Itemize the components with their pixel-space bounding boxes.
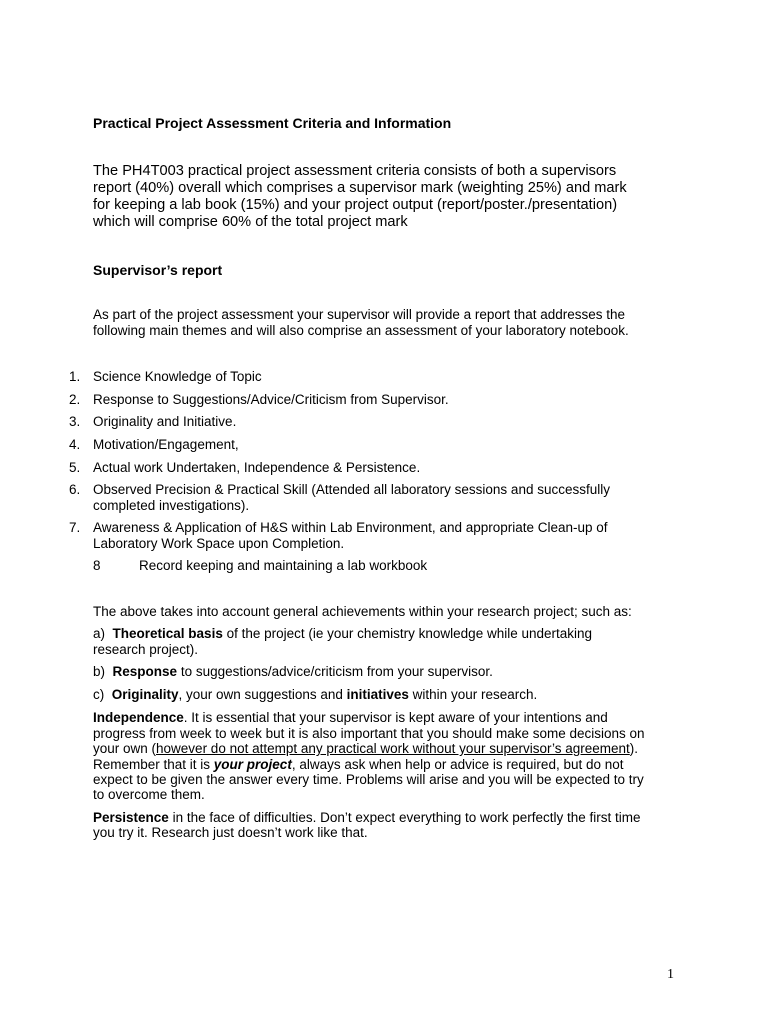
list-item-number: 4. (69, 437, 81, 452)
achievements-intro: The above takes into account general achievements within your research project; such as: (93, 604, 632, 619)
achievement-b-term: Response (112, 664, 178, 679)
list-item-number: 3. (69, 414, 81, 429)
page-title: Practical Project Assessment Criteria and Information (93, 115, 452, 131)
intro-line-3: for keeping a lab book (15%) and your project output (report/poster./presentation) (93, 197, 618, 213)
list-item-text: Science Knowledge of Topic (93, 369, 262, 384)
independence-line-2: progress from week to week but it is also important that you should make some decisions on (93, 726, 645, 741)
achievement-b-prefix: b) (93, 664, 106, 679)
independence-text: ). (629, 741, 639, 756)
persistence-text: in the face of difficulties. Don’t expect everything to work perfectly the first time (168, 810, 641, 825)
achievement-a-prefix: a) (93, 626, 106, 641)
intro-line-4: which will comprise 60% of the total project mark (93, 214, 408, 230)
independence-line-4 (93, 757, 624, 773)
list-item-number: 5. (69, 460, 81, 475)
achievement-a (93, 626, 592, 642)
achievement-c (93, 687, 537, 703)
persistence-term: Persistence (93, 810, 169, 825)
independence-term: Independence (93, 710, 184, 725)
achievement-b-text: to suggestions/advice/criticism from your supervisor. (177, 664, 493, 679)
achievement-a-text: of the project (ie your chemistry knowledge while undertaking (222, 626, 593, 641)
independence-line-5: expect to be given the answer every time. Problems will arise and you will be expected to try (93, 772, 644, 787)
list-item-text: Motivation/Engagement, (93, 437, 239, 452)
list-item-number: 2. (69, 392, 81, 407)
section-intro-line-2: following main themes and will also comprise an assessment of your laboratory notebook. (93, 323, 629, 338)
list-item-text: Response to Suggestions/Advice/Criticism from Supervisor. (93, 392, 449, 407)
achievement-a-term: Theoretical basis (112, 626, 223, 641)
page-number: 1 (667, 967, 674, 982)
independence-line-3 (93, 741, 638, 757)
list-item-text-continued: Laboratory Work Space upon Completion. (93, 536, 345, 551)
list-item-8-number: 8 (93, 558, 101, 573)
independence-underlined-text: however do not attempt any practical work without your supervisor’s agreement (156, 741, 630, 756)
independence-text: your own ( (93, 741, 157, 756)
section-intro-line-1: As part of the project assessment your supervisor will provide a report that addresses the (93, 307, 626, 322)
achievement-c-term: Originality (111, 687, 179, 702)
independence-line-1 (93, 710, 608, 726)
independence-line-6: to overcome them. (93, 787, 205, 802)
section-heading: Supervisor’s report (93, 262, 223, 278)
achievement-c-text: , your own suggestions and (178, 687, 347, 702)
independence-text: Remember that it is (93, 757, 214, 772)
persistence-line-2: you try it. Research just doesn’t work like that. (93, 825, 368, 840)
intro-line-2: report (40%) overall which comprises a supervisor mark (weighting 25%) and mark (93, 180, 627, 196)
intro-line-1: The PH4T003 practical project assessment criteria consists of both a supervisors (93, 163, 617, 179)
list-item-text: Actual work Undertaken, Independence & Persistence. (93, 460, 421, 475)
list-item-number: 6. (69, 482, 81, 497)
achievement-a-continued: research project). (93, 642, 199, 657)
list-item-number: 7. (69, 520, 81, 535)
achievement-c-prefix: c) (93, 687, 105, 702)
independence-text: , always ask when help or advice is required, but do not (291, 757, 624, 772)
list-item-text: Originality and Initiative. (93, 414, 237, 429)
list-item-text-continued: completed investigations). (93, 498, 250, 513)
list-item-8-text: Record keeping and maintaining a lab workbook (139, 558, 428, 573)
list-item-text: Awareness & Application of H&S within Lab Environment, and appropriate Clean-up of (93, 520, 608, 535)
achievement-c-text-2: within your research. (408, 687, 538, 702)
list-item-number: 1. (69, 369, 81, 384)
independence-emphasis: your project (213, 757, 292, 772)
independence-text: . It is essential that your supervisor is kept aware of your intentions and (183, 710, 608, 725)
list-item-text: Observed Precision & Practical Skill (Attended all laboratory sessions and successfully (93, 482, 610, 497)
achievement-c-term-2: initiatives (346, 687, 409, 702)
achievement-b (93, 664, 493, 680)
persistence-line-1 (93, 810, 641, 826)
